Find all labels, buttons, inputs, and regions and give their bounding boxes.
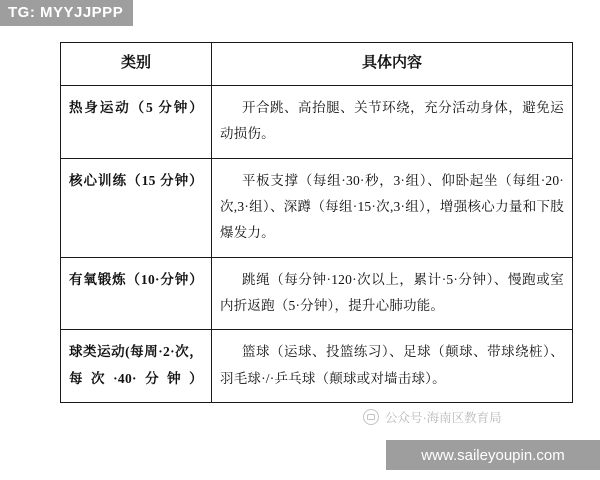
row-detail — [212, 257, 573, 330]
account-watermark — [363, 408, 502, 426]
row-detail — [212, 86, 573, 159]
row-detail-text: 平板支撑（每组·30·秒，3·组）、仰卧起坐（每组·20·次,3·组）、深蹲（每组·15·次,3·组），增强核心力量和下肢爆发力。 — [220, 172, 564, 241]
row-detail — [212, 330, 573, 403]
url-watermark-bar: www.saileyoupin.com — [386, 440, 600, 470]
table-row — [61, 257, 573, 330]
exercise-schedule-table — [60, 42, 573, 403]
tg-watermark-badge: TG: MYYJJPPP — [0, 0, 133, 26]
row-category: 球类运动(每周·2·次，每次·40·分钟） — [61, 330, 212, 403]
row-detail-text: 跳绳（每分钟·120·次以上，累计·5·分钟）、慢跑或室内折返跑（5·分钟），提升心肺功能。 — [220, 271, 564, 313]
wechat-official-account-icon — [363, 409, 379, 425]
table-row — [61, 330, 573, 403]
row-detail-text: 篮球（运球、投篮练习）、足球（颠球、带球绕桩）、羽毛球·/·乒乓球（颠球或对墙击球）。 — [220, 344, 564, 386]
table-header-row — [61, 43, 573, 86]
account-watermark-label: 公众号·海南区教育局 — [385, 411, 502, 425]
table-row — [61, 86, 573, 159]
row-category: 热身运动（5 分钟） — [61, 86, 212, 159]
row-detail-text: 开合跳、高抬腿、关节环绕，充分活动身体，避免运动损伤。 — [220, 100, 564, 142]
row-category: 核心训练（15 分钟） — [61, 158, 212, 257]
column-header-type: 类别 — [61, 43, 212, 86]
row-category: 有氧锻炼（10·分钟） — [61, 257, 212, 330]
table-row — [61, 158, 573, 257]
row-detail — [212, 158, 573, 257]
column-header-detail: 具体内容 — [212, 43, 573, 86]
